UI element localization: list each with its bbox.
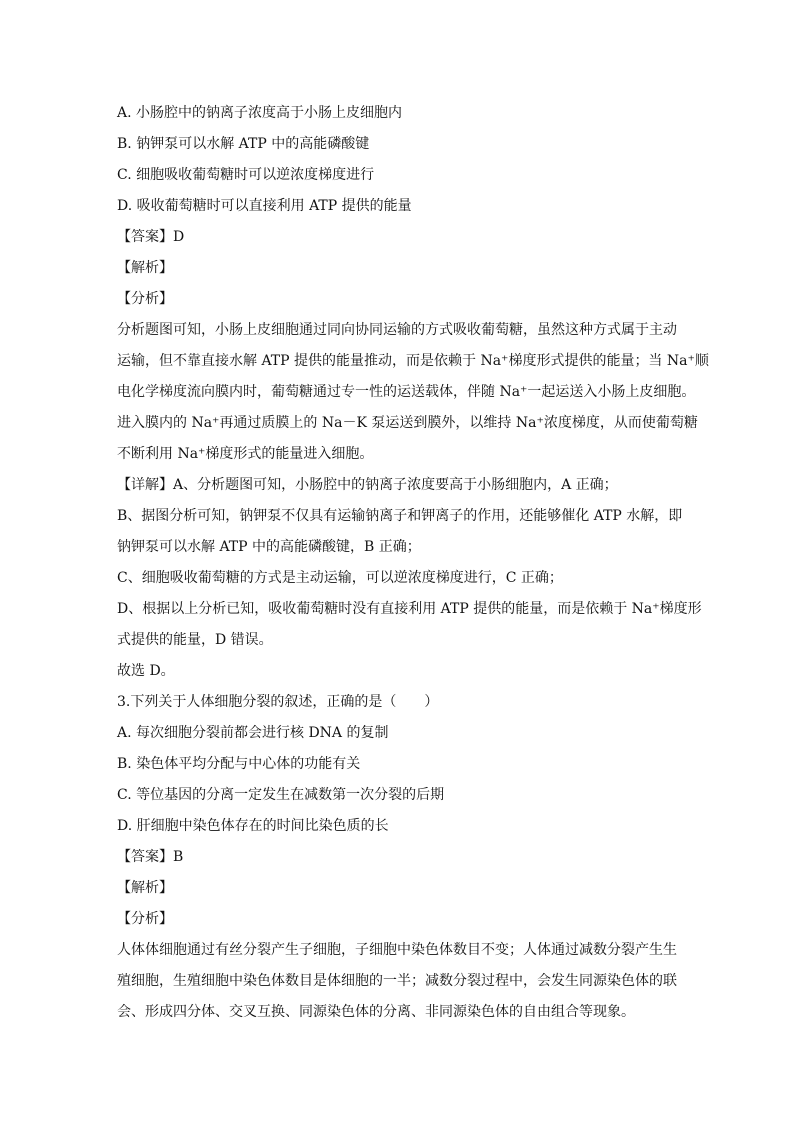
detail-line: 【详解】A、分析题图可知，小肠腔中的钠离子浓度要高于小肠细胞内，A 正确；: [117, 477, 618, 493]
fenxi-line: 人体体细胞通过有丝分裂产生子细胞，子细胞中染色体数目不变；人体通过减数分裂产生生: [117, 942, 677, 958]
answer-label: 【答案】D: [117, 229, 185, 245]
fenxi-line: 殖细胞，生殖细胞中染色体数目是体细胞的一半；减数分裂过程中，会发生同源染色体的联: [117, 973, 677, 989]
detail-line: D、根据以上分析已知，吸收葡萄糖时没有直接利用 ATP 提供的能量，而是依赖于 Na⁺梯度形: [117, 601, 702, 617]
option-a: A. 每次细胞分裂前都会进行核 DNA 的复制: [117, 725, 389, 741]
option-b: B. 钠钾泵可以水解 ATP 中的高能磷酸键: [117, 136, 370, 152]
option-a: A. 小肠腔中的钠离子浓度高于小肠上皮细胞内: [117, 105, 403, 121]
fenxi-line: 电化学梯度流向膜内时，葡萄糖通过专一性的运送载体，伴随 Na⁺一起运送入小肠上皮细胞。: [117, 384, 696, 400]
fenxi-label: 【分析】: [117, 291, 173, 307]
detail-line: 钠钾泵可以水解 ATP 中的高能磷酸键，B 正确；: [117, 539, 421, 555]
option-d: D. 吸收葡萄糖时可以直接利用 ATP 提供的能量: [117, 198, 412, 214]
fenxi-line: 会、形成四分体、交叉互换、同源染色体的分离、非同源染色体的自由组合等现象。: [117, 1004, 635, 1020]
conclusion: 故选 D。: [117, 663, 175, 679]
question-3: 3.下列关于人体细胞分裂的叙述，正确的是（ ）: [117, 694, 439, 710]
jiexi-label: 【解析】: [117, 880, 173, 896]
detail-line: 式提供的能量，D 错误。: [117, 632, 273, 648]
option-d: D. 肝细胞中染色体存在的时间比染色质的长: [117, 818, 389, 834]
fenxi-line: 不断利用 Na⁺梯度形式的能量进入细胞。: [117, 446, 374, 462]
option-c: C. 细胞吸收葡萄糖时可以逆浓度梯度进行: [117, 167, 375, 183]
detail-line: C、细胞吸收葡萄糖的方式是主动运输，可以逆浓度梯度进行，C 正确；: [117, 570, 563, 586]
jiexi-label: 【解析】: [117, 260, 173, 276]
option-c: C. 等位基因的分离一定发生在减数第一次分裂的后期: [117, 787, 445, 803]
fenxi-line: 运输，但不靠直接水解 ATP 提供的能量推动，而是依赖于 Na⁺梯度形式提供的能量；当 Na⁺顺: [117, 353, 709, 369]
option-b: B. 染色体平均分配与中心体的功能有关: [117, 756, 361, 772]
answer-label: 【答案】B: [117, 849, 184, 865]
detail-line: B、据图分析可知，钠钾泵不仅具有运输钠离子和钾离子的作用，还能够催化 ATP 水解，即: [117, 508, 683, 524]
fenxi-line: 分析题图可知，小肠上皮细胞通过同向协同运输的方式吸收葡萄糖，虽然这种方式属于主动: [117, 322, 677, 338]
fenxi-line: 进入膜内的 Na⁺再通过质膜上的 Na－K 泵运送到膜外，以维持 Na⁺浓度梯度，从而使葡萄糖: [117, 415, 698, 431]
fenxi-label: 【分析】: [117, 911, 173, 927]
